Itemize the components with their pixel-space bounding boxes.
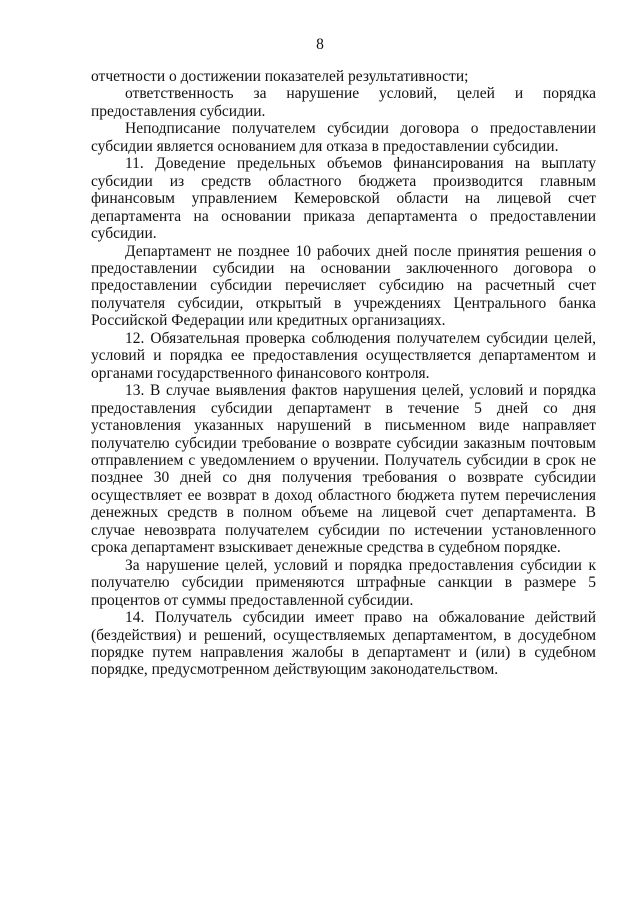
paragraph-section-12: 12. Обязательная проверка соблюдения получателем субсидии целей, условий и порядка ее предоставления осуществляется департаментом и органами государственного финансового контроля. bbox=[91, 329, 596, 382]
paragraph-section-13: 13. В случае выявления фактов нарушения целей, условий и порядка предоставления субсидии департамент в течение 5 дней со дня установления указанных нарушений в письменном виде направляет получателю субсидии требование о возврате субсидии заказным почтовым отправлением с уведомлением о вручении. Получатель субсидии в срок не позднее 30 дней со дня получения требования о возврате субсидии осуществляет ее возврат в доход областного бюджета путем перечисления денежных средств в полном объеме на лицевой счет департамента. В случае невозврата получателем субсидии по истечении установленного срока департамент взыскивает денежные средства в судебном порядке. bbox=[91, 382, 596, 557]
paragraph-section-11: 11. Доведение предельных объемов финансирования на выплату субсидии из средств областного бюджета производится главным финансовым управлением Кемеровской области на лицевой счет департамента на основании приказа департамента о предоставлении субсидии. bbox=[91, 155, 596, 243]
paragraph-section-14: 14. Получатель субсидии имеет право на обжалование действий (бездействия) и решений, осуществляемых департаментом, в досудебном порядке путем направления жалобы в департамент и (или) в судебном порядке, предусмотренном действующим законодательством. bbox=[91, 609, 596, 679]
document-body bbox=[91, 68, 596, 679]
page-number: 8 bbox=[316, 36, 324, 53]
paragraph-transfer-timeline: Департамент не позднее 10 рабочих дней после принятия решения о предоставлении субсидии на основании заключенного договора о предоставлении субсидии перечисляет субсидию на расчетный счет получателя субсидии, открытый в учреждениях Центрального банка Российской Федерации или кредитных организациях. bbox=[91, 242, 596, 330]
paragraph-reporting-continuation: отчетности о достижении показателей результативности; bbox=[91, 68, 469, 85]
paragraph-penalty: За нарушение целей, условий и порядка предоставления субсидии к получателю субсидии применяются штрафные санкции в размере 5 процентов от суммы предоставленной субсидии. bbox=[91, 556, 596, 609]
paragraph-responsibility: ответственность за нарушение условий, целей и порядка предоставления субсидии. bbox=[91, 85, 596, 120]
paragraph-non-signing: Неподписание получателем субсидии договора о предоставлении субсидии является основанием для отказа в предоставлении субсидии. bbox=[91, 120, 596, 155]
